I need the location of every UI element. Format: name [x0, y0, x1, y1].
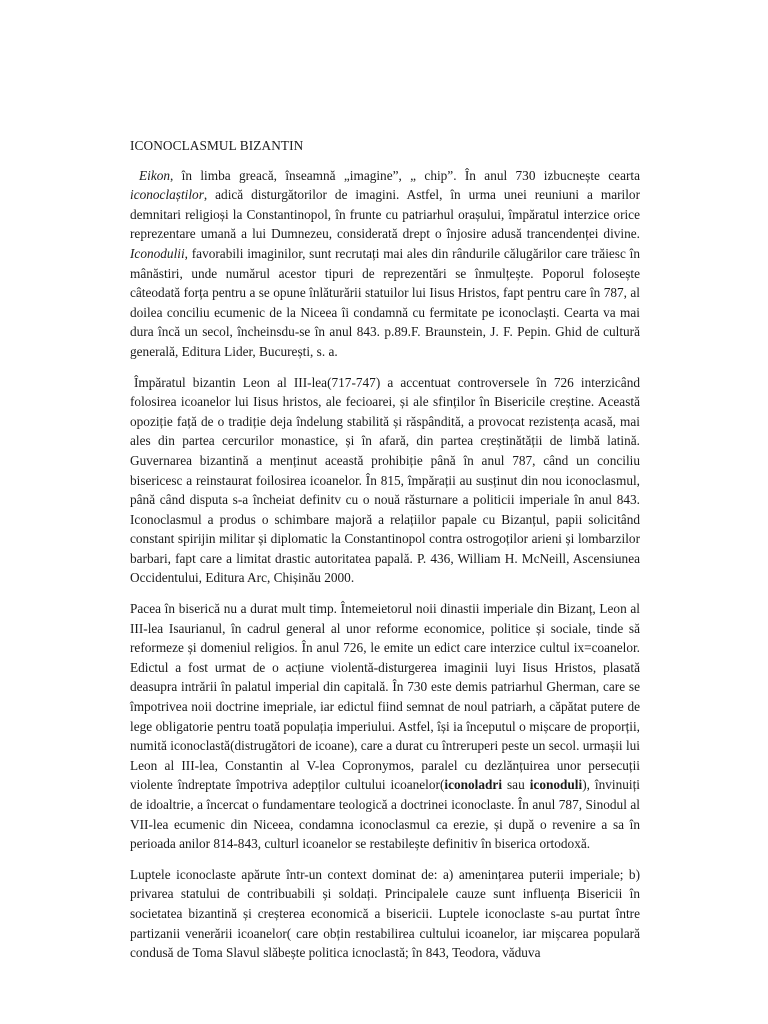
page-title: ICONOCLASMUL BIZANTIN [130, 138, 304, 153]
paragraph-1-text-b: , adică disturgătorilor de imagini. Astfel, în urma unei reuniuni a marilor demnitari religioși la Constantinopol, în frunte cu patriarhul orașului, împăratul interzice orice reprezentare umană a lui Dumnezeu, considerată drept o înjosire adusă trancendenței divine. [130, 187, 640, 242]
paragraph-1-text-a: , în limba greacă, înseamnă „imagine”, „ chip”. În anul 730 izbucnește cearta [170, 167, 640, 183]
paragraph-2: Împăratul bizantin Leon al III-lea(717-747) a accentuat controversele în 726 interzicând folosirea icoanelor lui Iisus hristos, ale fecioarei, și ale sfinților în Bisericile creștine. Această opoziție față de o tradiție deja îndelung stabilită și răspândită, a provocat rezistența acasă, mai ales din partea cercurilor monastice, și în afară, din partea creștinătății de limbă latină. Guvernarea bizantină a menținut această prohibiție până în anul 787, când un conciliu bisericesc a reinstaurat foilosirea icoanelor. În 815, împărații au susținut din nou iconoclasmul, până când disputa s-a încheiat definitv cu o nouă răsturnare a politicii imperiale în anul 843. Iconoclasmul a produs o schimbare majoră a relațiilor papale cu Bizanțul, papii solicitând constant spirijin militar și diplomatic la Constantinopol contra ostrogoților arieni și lombarzilor barbari, fapt care a limitat drastic autoritatea papală. P. 436, William H. McNeill, Ascensiunea Occidentului, Editura Arc, Chișinău 2000. [130, 374, 640, 586]
paragraph-3-sau: sau [502, 777, 530, 793]
paragraph-3-text-b: ), învinuiți de idoaltrie, a încercat o fundamentare teologică a doctrinei iconoclaste. În anul 787, Sinodul al VII-lea ecumenic din Niceea, condamna iconoclasmul ca erezie, și după o revenire a sa în perioada anilor 814-843, culturl icoanelor se restabilește definitiv în biserica ortodoxă. [130, 777, 640, 852]
paragraph-3 [130, 599, 640, 854]
paragraph-1 [130, 166, 640, 362]
paragraph-4: Luptele iconoclaste apărute într-un context dominat de: a) amenințarea puterii imperiale; b) privarea statului de contribuabili și soldați. Principalele cauze sunt influența Bisericii în societatea bizantină și creșterea economică a bisericii. Luptele iconoclaste s-au purtat între partizanii venerării icoanelor( care obțin restabilirea cultului icoanelor, iar mișcarea populară condusă de Toma Slavul slăbește politica icnoclastă; în 843, Teodora, văduva [130, 866, 640, 961]
term-eikon: Eikon [139, 167, 171, 183]
term-iconoladri: iconoladri [444, 777, 503, 793]
term-iconoclastilor: iconoclaștilor [130, 187, 204, 203]
term-iconodulii: Iconodulii [130, 245, 185, 261]
paragraph-3-text-a: Pacea în biserică nu a durat mult timp. Întemeietorul noii dinastii imperiale din Bizanț, Leon al III-lea Isaurianul, în cadrul general al unor reforme economice, politice și sociale, tinde să reformeze și domeniul religios. În anul 726, le emite un edict care interzice cultul ix=coanelor. Edictul a fost urmat de o acțiune violentă-disturgerea imaginii luyi Iisus Hristos, plasată deasupra intrării în palatul imperial din capitală. În 730 este demis patriarhul Gherman, care se împotrivea noii doctrine imepriale, iar edictul fiind semnat de noul patriarh, a căpătat putere de lege obligatorie pentru toată populația imperiului. Astfel, își ia începutul o mișcare de proporții, numită iconoclastă(distrugători de icoane), care a durat cu întreruperi peste un secol. urmașii lui Leon al III-lea, Constantin al V-lea Copronymos, paralel cu dezlănțuirea unor persecuții violente îndreptate împotriva adepților cultului icoanelor( [130, 601, 640, 793]
term-iconoduli: iconoduli [529, 777, 583, 793]
paragraph-1-text-c: , favorabili imaginilor, sunt recrutați mai ales din rândurile călugărilor care trăiesc în mânăstiri, unde numărul acestor tipuri de reprezentări se înmulțește. Poporul folosește câteodată forța pentru a se opune înlăturării statuilor lui Iisus Hristos, fapt pentru care în 787, al doilea conciliu ecumenic de la Niceea îi condamnă cu fermitate pe iconoclaști. Cearta va mai dura încă un secol, încheinsdu-se în anul 843. p.89.F. Braunstein, J. F. Pepin. Ghid de cultură generală, Editura Lider, București, s. a. [130, 245, 640, 359]
document-body [130, 136, 640, 963]
